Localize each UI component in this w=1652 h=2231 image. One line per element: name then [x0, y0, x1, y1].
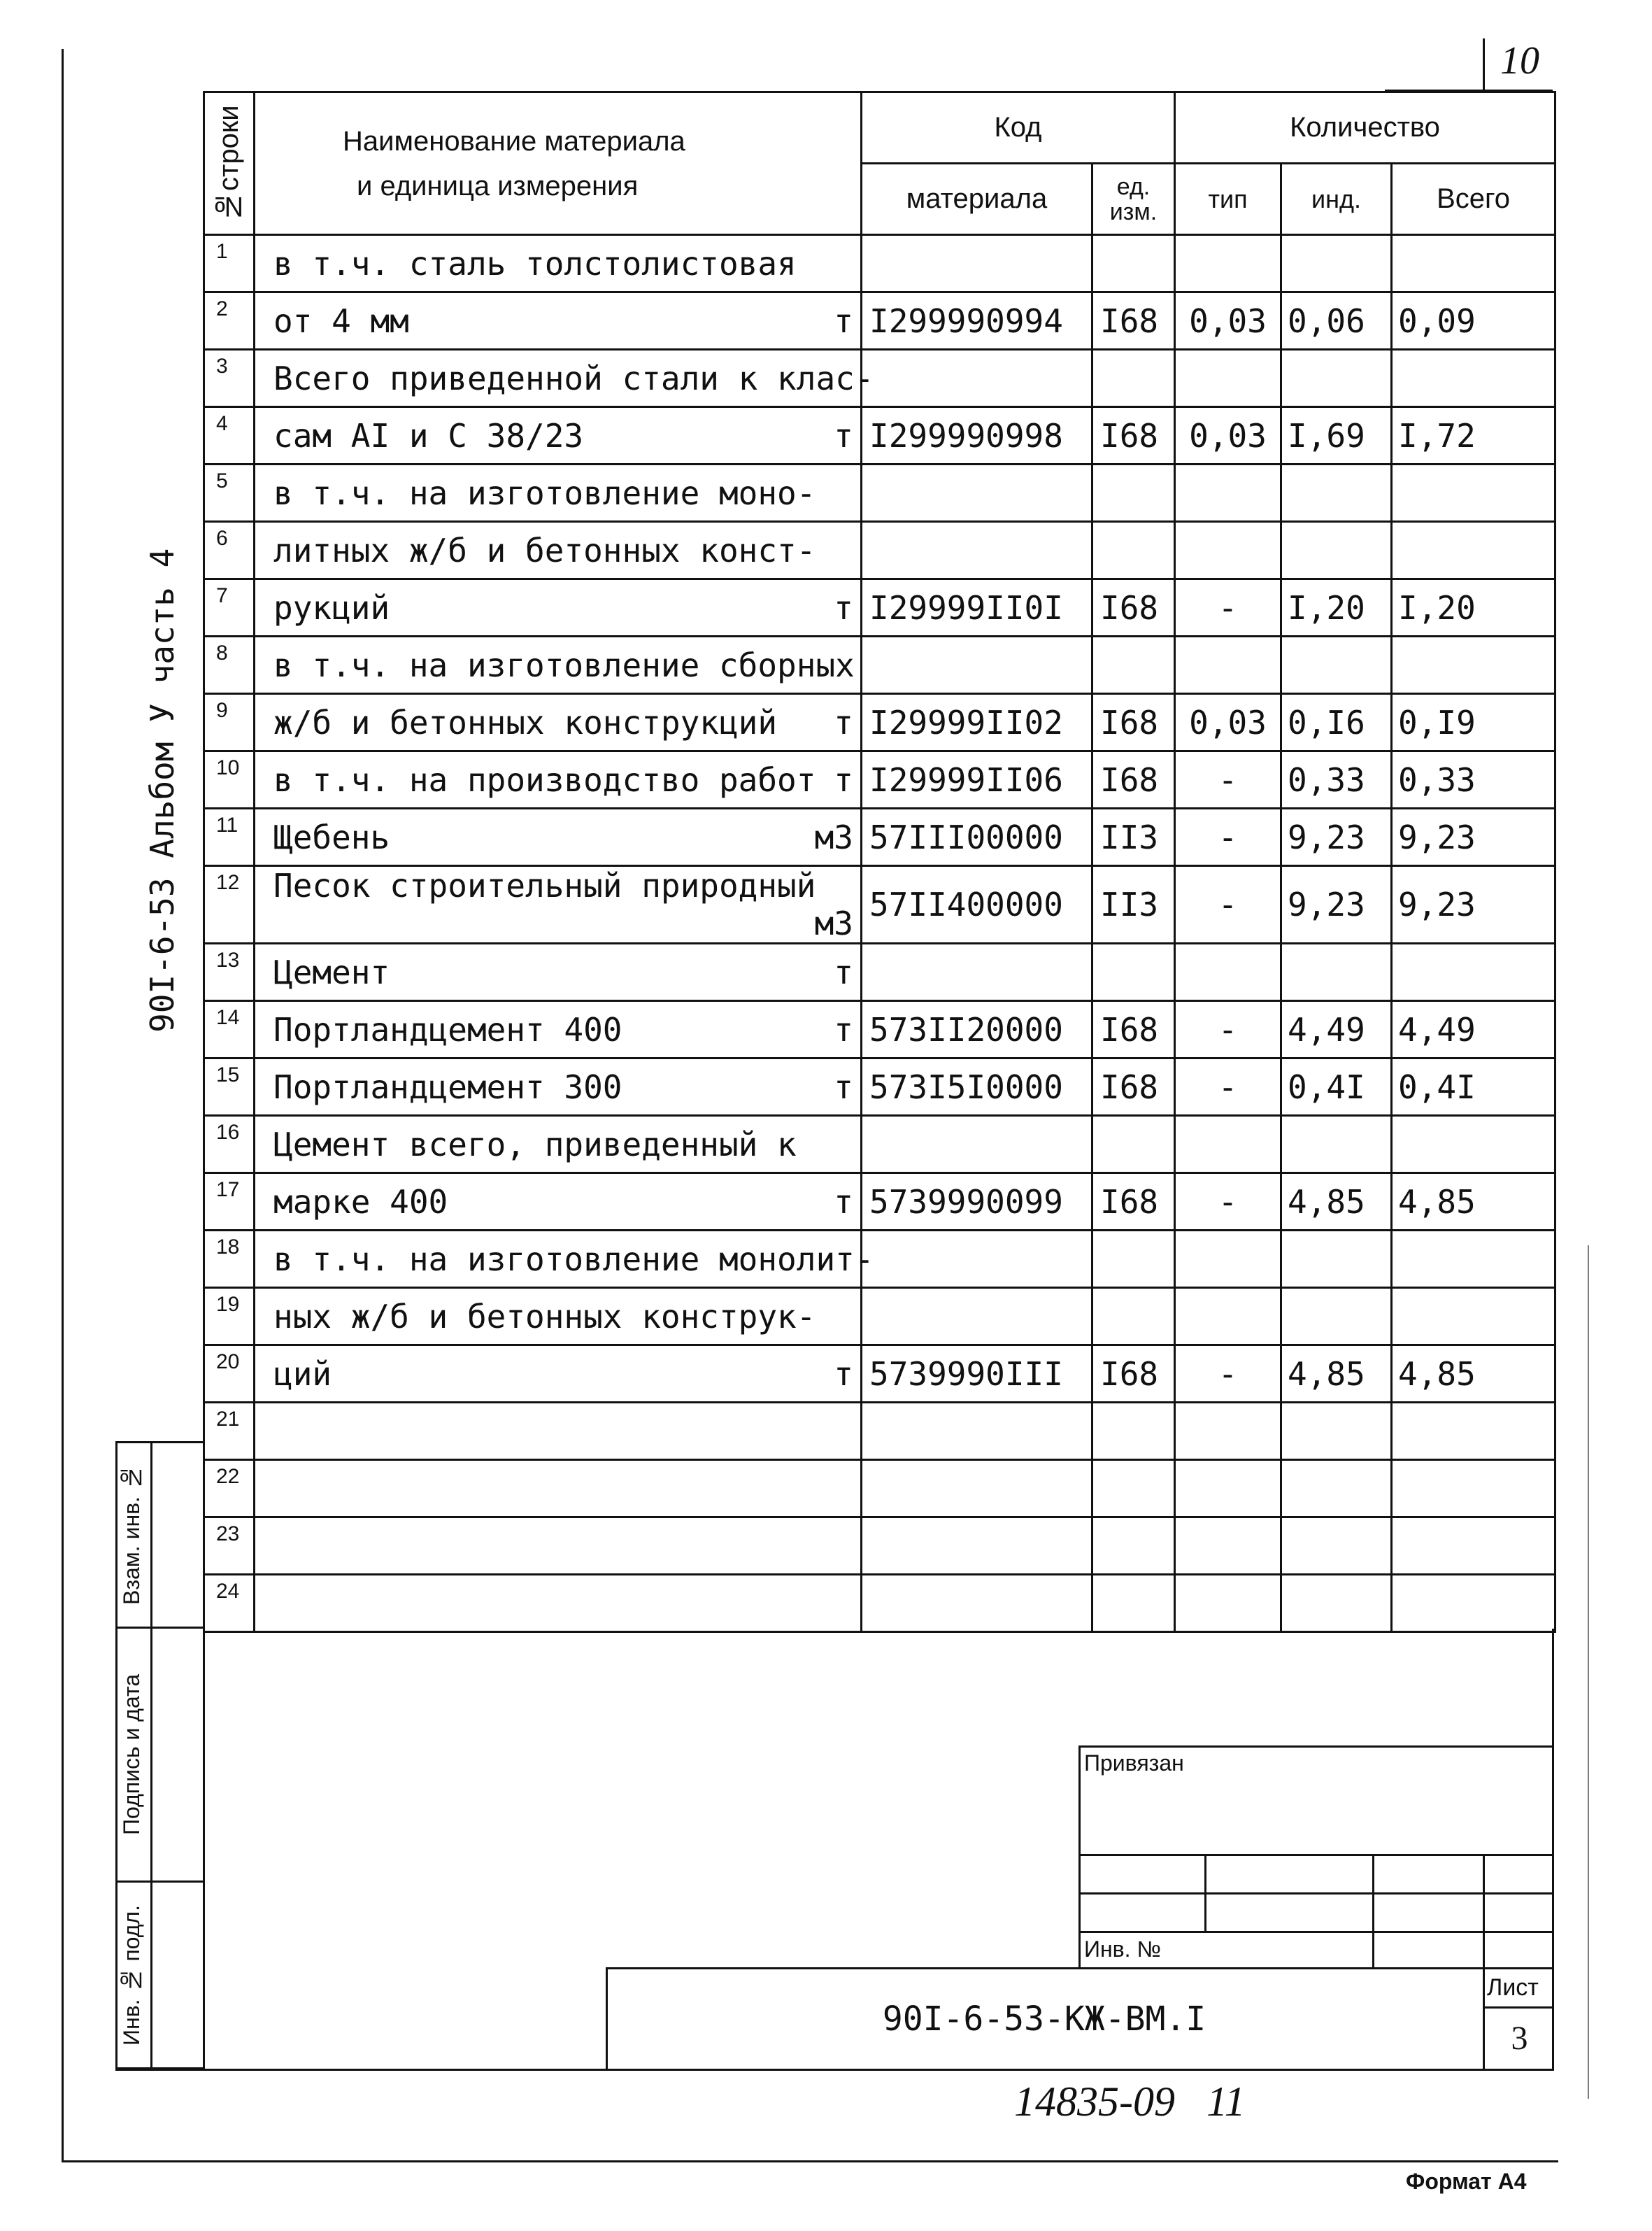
material-name: [255, 407, 862, 465]
table-row: [204, 465, 1555, 522]
header-name: [255, 92, 862, 235]
material-name-text: ций: [273, 1354, 332, 1393]
material-name-text: Портландцемент 400: [273, 1010, 622, 1049]
material-code: [862, 944, 1092, 1001]
qty-ind: [1281, 1116, 1392, 1173]
qty-type: -: [1175, 579, 1281, 637]
material-name-text: ных ж/б и бетонных конструк-: [273, 1297, 816, 1336]
material-code: [862, 522, 1092, 579]
frame-right-dashes: [1588, 1245, 1589, 2099]
unit-code: I68: [1092, 579, 1175, 637]
qty-ind: 4,85: [1281, 1173, 1392, 1231]
qty-total: I,72: [1392, 407, 1555, 465]
unit-code: I68: [1092, 407, 1175, 465]
specification-table: [203, 91, 1556, 1633]
qty-type: [1175, 522, 1281, 579]
material-unit: т: [834, 953, 853, 991]
qty-ind: 4,85: [1281, 1345, 1392, 1403]
row-number: 8: [204, 637, 255, 694]
material-name-text: в т.ч. на изготовление моно-: [273, 474, 816, 512]
material-name: [255, 637, 862, 694]
row-number: 11: [204, 809, 255, 866]
qty-type: -: [1175, 751, 1281, 809]
material-name-text: рукций: [273, 588, 390, 627]
unit-code: [1092, 1288, 1175, 1345]
qty-total: [1392, 944, 1555, 1001]
side-label: 90I-6-53 Альбом У часть 4: [143, 548, 181, 1033]
qty-total: 4,49: [1392, 1001, 1555, 1058]
material-unit: м3: [814, 905, 853, 942]
material-name-text: в т.ч. сталь толстолистовая: [273, 244, 797, 283]
qty-type: [1175, 1116, 1281, 1173]
material-unit: т: [834, 1068, 853, 1106]
qty-type: [1175, 1460, 1281, 1517]
unit-code: I68: [1092, 694, 1175, 751]
qty-total: 4,85: [1392, 1345, 1555, 1403]
material-code: [862, 1460, 1092, 1517]
material-name: [255, 1231, 874, 1288]
qty-ind: [1281, 1517, 1392, 1575]
unit-code: I68: [1092, 1001, 1175, 1058]
qty-ind: 9,23: [1281, 866, 1392, 944]
qty-type: 0,03: [1175, 407, 1281, 465]
qty-ind: [1281, 235, 1392, 292]
material-name: [255, 809, 862, 866]
material-code: 5739990III: [862, 1345, 1092, 1403]
qty-ind: 0,4I: [1281, 1058, 1392, 1116]
material-name: [255, 522, 862, 579]
qty-type: -: [1175, 1345, 1281, 1403]
material-code: [862, 1517, 1092, 1575]
material-name-text: Щебень: [273, 818, 390, 856]
table-row: [204, 1460, 1555, 1517]
qty-total: [1392, 235, 1555, 292]
qty-total: 0,4I: [1392, 1058, 1555, 1116]
row-number: 19: [204, 1288, 255, 1345]
unit-code: I68: [1092, 1345, 1175, 1403]
qty-type: [1175, 350, 1281, 407]
qty-ind: I,69: [1281, 407, 1392, 465]
table-row: [204, 1001, 1555, 1058]
qty-type: 0,03: [1175, 694, 1281, 751]
row-number: 16: [204, 1116, 255, 1173]
qty-type: -: [1175, 1001, 1281, 1058]
label-vzam-inv: Взам. инв. №: [119, 1465, 144, 1605]
row-number: 1: [204, 235, 255, 292]
label-podpis-data: Подпись и дата: [119, 1673, 144, 1836]
material-code: [862, 465, 1092, 522]
qty-ind: 0,06: [1281, 292, 1392, 350]
material-code: I29999II02: [862, 694, 1092, 751]
material-unit: т: [834, 760, 853, 799]
material-code: [862, 1116, 1092, 1173]
lower-area-left: [203, 1629, 205, 2071]
qty-total: [1392, 1231, 1555, 1288]
unit-code: I68: [1092, 292, 1175, 350]
material-code: 573I5I0000: [862, 1058, 1092, 1116]
qty-total: 4,85: [1392, 1173, 1555, 1231]
material-code: 57II400000: [862, 866, 1092, 944]
material-name: [255, 1517, 862, 1575]
material-code: [862, 235, 1092, 292]
header-name-line1: Наименование материала: [343, 125, 685, 157]
unit-code: II3: [1092, 866, 1175, 944]
format-label: Формат А4: [1406, 2169, 1527, 2194]
material-name-text: Песок строительный природный: [273, 867, 816, 905]
stamp-privyazan-label: Привязан: [1084, 1750, 1184, 1776]
row-number: 21: [204, 1403, 255, 1460]
header-code-unit: [1092, 164, 1175, 235]
qty-total: I,20: [1392, 579, 1555, 637]
header-qty-ind: инд.: [1281, 164, 1392, 235]
unit-code: [1092, 350, 1175, 407]
table-row: [204, 637, 1555, 694]
stamp-sheet-label: Лист: [1487, 1974, 1539, 2001]
table-row: [204, 1575, 1555, 1632]
qty-ind: 0,33: [1281, 751, 1392, 809]
unit-code: [1092, 1231, 1175, 1288]
unit-code: I68: [1092, 1058, 1175, 1116]
row-number: 23: [204, 1517, 255, 1575]
table-row: [204, 1517, 1555, 1575]
row-number: 5: [204, 465, 255, 522]
unit-code: I68: [1092, 751, 1175, 809]
row-number: 20: [204, 1345, 255, 1403]
qty-type: [1175, 1288, 1281, 1345]
material-name-text: Цемент всего, приведенный к: [273, 1125, 797, 1163]
material-code: [862, 1575, 1092, 1632]
row-number: 7: [204, 579, 255, 637]
material-code: [862, 1288, 1092, 1345]
qty-type: [1175, 1517, 1281, 1575]
material-name: [255, 694, 862, 751]
material-name: [255, 350, 874, 407]
unit-code: [1092, 522, 1175, 579]
qty-total: [1392, 465, 1555, 522]
table-row: [204, 407, 1555, 465]
material-name-text: Цемент: [273, 953, 390, 991]
row-number: 18: [204, 1231, 255, 1288]
row-number: 9: [204, 694, 255, 751]
qty-total: [1392, 1517, 1555, 1575]
binding-strip-h2: [115, 1881, 203, 1883]
unit-code: [1092, 1460, 1175, 1517]
header-name-line2: и единица измерения: [357, 170, 639, 201]
qty-ind: [1281, 944, 1392, 1001]
qty-total: [1392, 1460, 1555, 1517]
material-name-text: от 4 мм: [273, 302, 409, 340]
header-qty-type: тип: [1175, 164, 1281, 235]
unit-code: [1092, 1517, 1175, 1575]
header-code-material: материала: [862, 164, 1092, 235]
material-name: [255, 751, 862, 809]
header-qty-total: Всего: [1392, 164, 1555, 235]
qty-total: [1392, 1288, 1555, 1345]
material-name: [255, 1116, 862, 1173]
qty-ind: [1281, 1575, 1392, 1632]
material-name-text: Всего приведенной стали к клас-: [273, 359, 874, 397]
material-name: [255, 1345, 862, 1403]
qty-total: 0,I9: [1392, 694, 1555, 751]
material-unit: т: [834, 703, 853, 742]
material-unit: т: [834, 1010, 853, 1049]
row-number: 12: [204, 866, 255, 944]
stamp-inv-no-label: Инв. №: [1084, 1936, 1161, 1962]
qty-ind: [1281, 1288, 1392, 1345]
table-row: [204, 944, 1555, 1001]
table-row: [204, 809, 1555, 866]
qty-ind: [1281, 637, 1392, 694]
qty-type: 0,03: [1175, 292, 1281, 350]
material-name-text: ж/б и бетонных конструкций: [273, 703, 778, 742]
material-name: [255, 235, 862, 292]
material-code: I299990994: [862, 292, 1092, 350]
material-name: [255, 292, 862, 350]
row-number: 17: [204, 1173, 255, 1231]
qty-total: 0,33: [1392, 751, 1555, 809]
stamp-designation: 90I-6-53-КЖ-ВМ.I: [882, 1999, 1206, 2039]
binding-strip-divider: [150, 1441, 152, 2069]
frame-left: [62, 49, 64, 2162]
qty-type: [1175, 1403, 1281, 1460]
qty-total: 9,23: [1392, 809, 1555, 866]
binding-strip-h1: [115, 1627, 203, 1629]
table-row: [204, 694, 1555, 751]
table-row: [204, 579, 1555, 637]
row-number: 14: [204, 1001, 255, 1058]
qty-total: [1392, 637, 1555, 694]
material-code: [862, 1231, 1092, 1288]
material-name: [255, 866, 862, 944]
material-code: I29999II0I: [862, 579, 1092, 637]
table-row: [204, 1058, 1555, 1116]
material-name: [255, 1058, 862, 1116]
qty-ind: I,20: [1281, 579, 1392, 637]
unit-code: [1092, 1116, 1175, 1173]
qty-ind: 9,23: [1281, 809, 1392, 866]
qty-type: [1175, 1575, 1281, 1632]
row-number: 6: [204, 522, 255, 579]
qty-ind: [1281, 350, 1392, 407]
row-number: 3: [204, 350, 255, 407]
qty-type: [1175, 465, 1281, 522]
unit-code: [1092, 1575, 1175, 1632]
row-number: 2: [204, 292, 255, 350]
material-unit: т: [834, 416, 853, 455]
material-name: [255, 465, 862, 522]
table-row: [204, 522, 1555, 579]
material-name: [255, 1460, 862, 1517]
material-name-text: в т.ч. на производство работ: [273, 760, 816, 799]
table-row: [204, 1345, 1555, 1403]
label-inv-podl: Инв. № подл.: [119, 1905, 144, 2046]
header-code-unit-line1: ед.: [1116, 173, 1151, 200]
qty-total: [1392, 1403, 1555, 1460]
row-number: 4: [204, 407, 255, 465]
header-qty-group: Количество: [1175, 92, 1555, 164]
material-name-text: в т.ч. на изготовление сборных: [273, 646, 855, 684]
material-name: [255, 1288, 862, 1345]
stamp-v3: [1483, 1854, 1485, 1969]
row-number: 13: [204, 944, 255, 1001]
unit-code: II3: [1092, 809, 1175, 866]
table-row: [204, 1403, 1555, 1460]
material-unit: т: [834, 1182, 853, 1221]
material-unit: т: [834, 588, 853, 627]
table-row: [204, 866, 1555, 944]
page-number: 10: [1500, 39, 1539, 83]
stamp-v2: [1372, 1854, 1374, 1969]
qty-total: [1392, 350, 1555, 407]
material-code: [862, 350, 1092, 407]
qty-ind: 0,I6: [1281, 694, 1392, 751]
material-code: 57III00000: [862, 809, 1092, 866]
material-code: [862, 637, 1092, 694]
qty-ind: 4,49: [1281, 1001, 1392, 1058]
table-row: [204, 1116, 1555, 1173]
qty-ind: [1281, 465, 1392, 522]
material-unit: м3: [814, 818, 853, 856]
qty-total: [1392, 1575, 1555, 1632]
material-name: [255, 579, 862, 637]
qty-total: [1392, 522, 1555, 579]
material-code: I29999II06: [862, 751, 1092, 809]
material-name: [255, 1001, 862, 1058]
row-number: 24: [204, 1575, 255, 1632]
qty-type: [1175, 637, 1281, 694]
unit-code: I68: [1092, 1173, 1175, 1231]
table-row: [204, 350, 1555, 407]
frame-bottom: [62, 2160, 1558, 2162]
qty-ind: [1281, 1460, 1392, 1517]
material-code: 5739990099: [862, 1173, 1092, 1231]
qty-total: 0,09: [1392, 292, 1555, 350]
qty-type: -: [1175, 866, 1281, 944]
qty-total: 9,23: [1392, 866, 1555, 944]
qty-ind: [1281, 522, 1392, 579]
material-code: 573II20000: [862, 1001, 1092, 1058]
material-code: I299990998: [862, 407, 1092, 465]
material-name: [255, 1575, 862, 1632]
stamp-v1: [1204, 1854, 1206, 1931]
qty-type: [1175, 944, 1281, 1001]
unit-code: [1092, 637, 1175, 694]
archive-number: 14835-09 11: [1014, 2078, 1246, 2125]
qty-type: [1175, 235, 1281, 292]
qty-total: [1392, 1116, 1555, 1173]
page-number-bar: [1483, 38, 1485, 91]
material-code: [862, 1403, 1092, 1460]
unit-code: [1092, 465, 1175, 522]
table-row: [204, 292, 1555, 350]
table-row: [204, 751, 1555, 809]
unit-code: [1092, 1403, 1175, 1460]
material-name-text: литных ж/б и бетонных конст-: [273, 531, 816, 569]
material-name-text: марке 400: [273, 1182, 448, 1221]
material-name-text: Портландцемент 300: [273, 1068, 622, 1106]
unit-code: [1092, 944, 1175, 1001]
qty-type: -: [1175, 809, 1281, 866]
row-number: 15: [204, 1058, 255, 1116]
table-row: [204, 1231, 1555, 1288]
material-name-text: сам AI и С 38/23: [273, 416, 584, 455]
row-number: 10: [204, 751, 255, 809]
stamp-sheet-no: 3: [1511, 2020, 1528, 2057]
material-name: [255, 1403, 862, 1460]
table-row: [204, 1288, 1555, 1345]
header-code-group: Код: [862, 92, 1175, 164]
qty-type: [1175, 1231, 1281, 1288]
table-row: [204, 1173, 1555, 1231]
header-code-unit-line2: изм.: [1109, 198, 1158, 225]
qty-ind: [1281, 1403, 1392, 1460]
table-row: [204, 235, 1555, 292]
qty-type: -: [1175, 1173, 1281, 1231]
material-unit: т: [834, 302, 853, 340]
material-name: [255, 944, 862, 1001]
qty-type: -: [1175, 1058, 1281, 1116]
header-row-no: №строки: [204, 92, 255, 235]
material-name: [255, 1173, 862, 1231]
qty-ind: [1281, 1231, 1392, 1288]
row-number: 22: [204, 1460, 255, 1517]
material-unit: т: [834, 1354, 853, 1393]
material-name-text: в т.ч. на изготовление монолит-: [273, 1240, 874, 1278]
unit-code: [1092, 235, 1175, 292]
